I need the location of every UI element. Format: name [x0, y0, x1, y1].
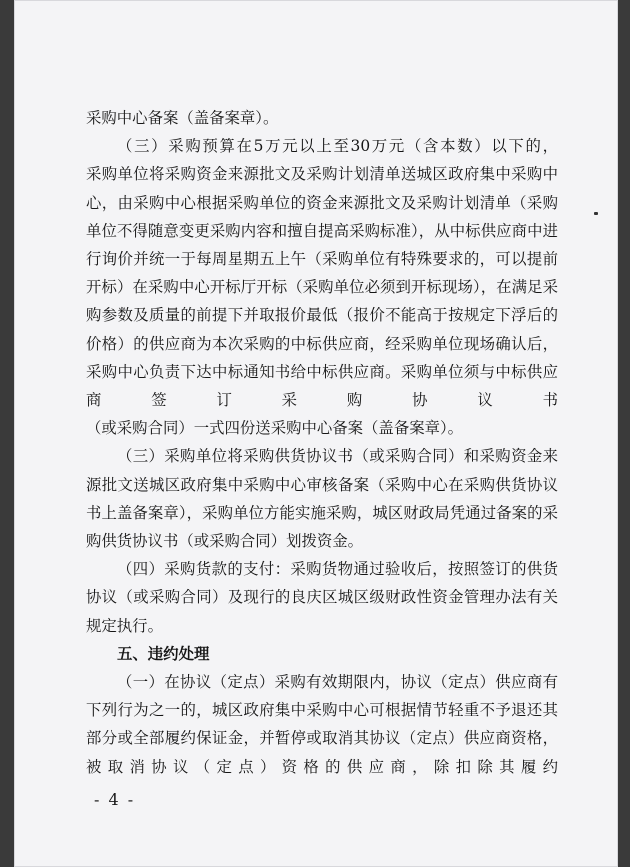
paragraph-contract-filing: （三）采购单位将采购供货协议书（或采购合同）和采购资金来源批文送城区政府集中采购中心审核备案（采购中心在采购供货协议书上盖备案章），采购单位方能实施采购，城区财政局凭通过备案的采购供货协议书（或采购合同）划拨资金。: [86, 447, 558, 551]
paragraph-section-budget-body: 采购单位将采购资金来源批文及采购计划清单送城区政府集中采购中心，由采购中心根据采购单位的资金来源批文及采购计划清单（采购单位不得随意变更采购内容和擅自提高采购标准），从中标供应商中进行询价并统一于每周星期五上午（采购单位有特殊要求的，可以提前开标）在采购中心开标厅开标（采购单位必须到开标现场），在满足采购参数及质量的前提下并取报价最低（报价不能高于按规定下浮后的价格）的供应商为本次采购的中标供应商，经采购单位现场确认后，采购中心负责下达中标通知书给中标供应商。采购单位须与中标供应商签订采购协议书: [86, 165, 558, 410]
page-number: - 4 -: [94, 790, 136, 809]
paragraph-breach-item-1: （一）在协议（定点）采购有效期限内，协议（定点）供应商有下列行为之一的，城区政府集中采购中心可根据情节轻重不予退还其部分或全部履约保证金，并暂停或取消其协议（定点）供应商资格，被取消协议（定点）资格的供应商，除扣除其履约: [86, 673, 558, 776]
paragraph-section-budget-last-line: （或采购合同）一式四份送采购中心备案（盖备案章）。: [86, 419, 464, 438]
scan-speck: [594, 212, 598, 215]
document-body: [86, 104, 558, 781]
paragraph-section-budget-first-line: （三）采购预算在5万元以上至30万元（含本数）以下的，: [117, 137, 558, 156]
heading-breach-handling: 五、违约处理: [117, 644, 210, 663]
document-page: [14, 0, 618, 867]
paragraph-payment: （四）采购货款的支付：采购货物通过验收后，按照签订的供货协议（或采购合同）及现行的良庆区城区级财政性资金管理办法有关规定执行。: [86, 560, 558, 635]
paragraph-procurement-filing-tail: 采购中心备案（盖备案章）。: [86, 109, 279, 127]
